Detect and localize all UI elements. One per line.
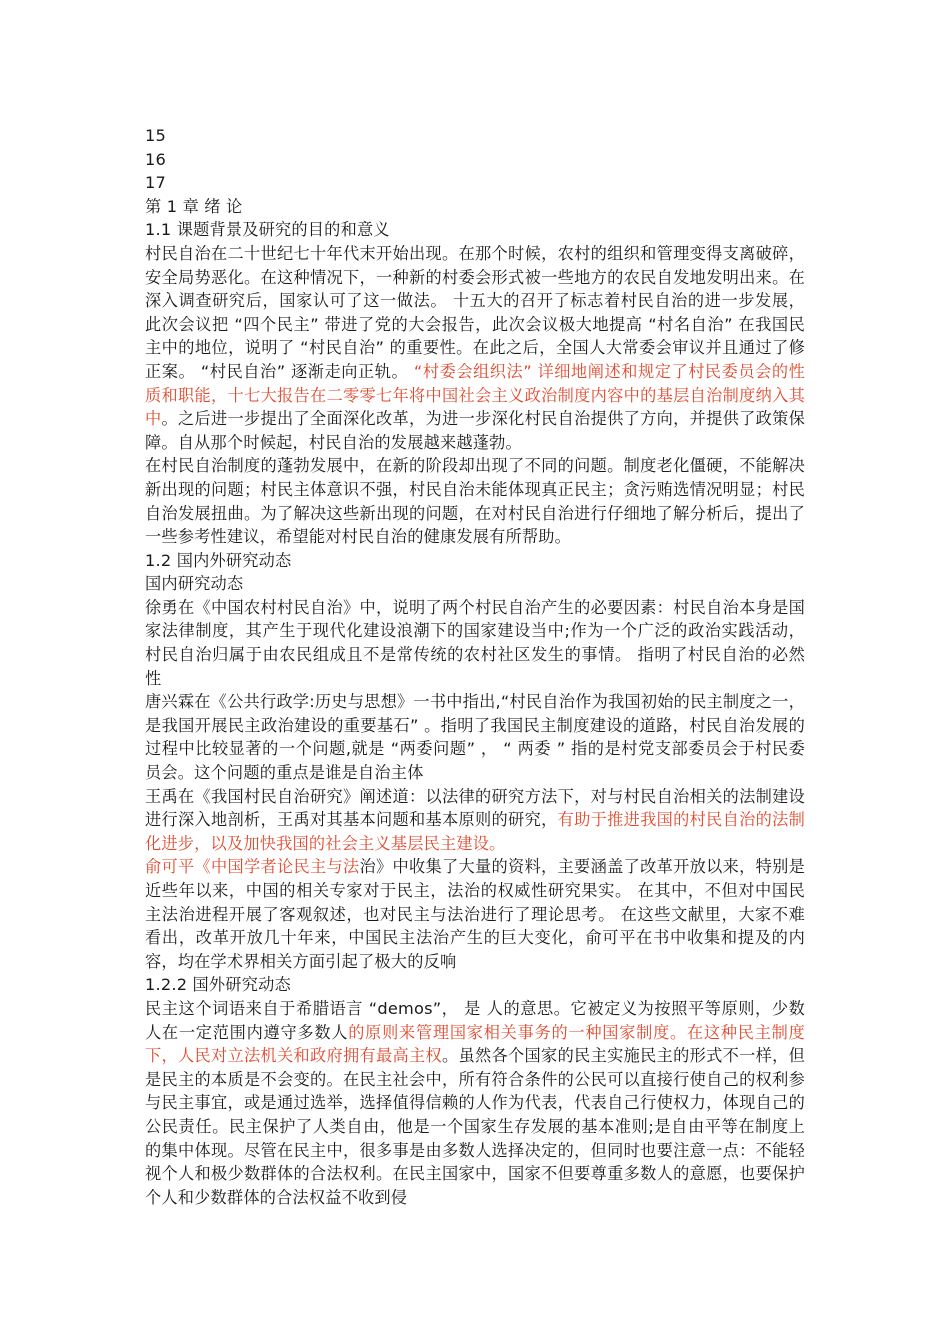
page-number-15: 15 [145,126,166,145]
paragraph-tang-xinglin: 唐兴霖在《公共行政学:历史与思想》一书中指出,“村民自治作为我国初始的民主制度之一，是我国开展民主政治建设的重要基石” 。指明了我国民主制度建设的道路，村民自治发展的过程中比较显著的一个问题,就是 “两委问题” ， “ 两委 ” 指的是村党支部委员会于村民委员会。这个问题的重点是谁是自治主体 [145,692,805,783]
document-page [145,124,805,1209]
subsection-heading-domestic: 国内研究动态 [145,574,244,594]
paragraph-wang-yu-text: 王禹在《我国村民自治研究》阐述道：以法律的研究方法下，对与村民自治相关的法制建设进行深入地剖析，王禹对其基本问题和基本原则的研究， [145,786,805,830]
highlighted-text-organic-law: “村委会组织法” 详细地阐述和规定了村民委员会的性质和职能，十七大报告在二零零七年将中国社会主义政治制度内容中的基层自治制度纳入其中 [145,361,805,429]
paragraph-problems: 在村民自治制度的蓬勃发展中，在新的阶段却出现了不同的问题。制度老化僵硬，不能解决新出现的问题；村民主体意识不强，村民自治未能体现真正民主；贪污贿选情况明显；村民自治发展扭曲。为了解决这些新出现的问题，在对村民自治进行仔细地了解分析后，提出了一些参考性建议，希望能对村民自治的健康发展有所帮助。 [145,456,805,547]
paragraph-background-text-end: 。之后进一步提出了全面深化改革，为进一步深化村民自治提供了方向，并提供了政策保障。自从那个时候起，村民自治的发展越来越蓬勃。 [145,409,806,452]
paragraph-demos-text-end: 。虽然各个国家的民主实施民主的形式不一样，但是民主的本质是不会变的。在民主社会中，所有符合条件的公民可以直接行使自己的权利参与民主事宜，或是通过选举，选择值得信赖的人作为代表，代表自己行使权力，体现自己的公民责任。民主保护了人类自由，他是一个国家生存发展的基本准则;是自由平等在制度上的集中体现。尽管在民主中，很多事是由多数人选择决定的，但同时也要注意一点：不能轻视个人和极少数群体的合法权利。在民主国家中，国家不但要尊重多数人的意愿，也要保护个人和少数群体的合法权益不收到侵 [145,1046,805,1207]
section-heading-1-2: 1.2 国内外研究动态 [145,550,292,570]
paragraph-background [145,242,805,454]
paragraph-xu-yong: 徐勇在《中国农村村民自治》中，说明了两个村民自治产生的必要因素：村民自治本身是国家法律制度，其产生于现代化建设浪潮下的国家建设当中;作为一个广泛的政治实践活动，村民自治归属于由农民组成且不是常传统的农村社区发生的事情。 指明了村民自治的必然性 [145,597,805,688]
highlighted-text-legal-progress: 有助于推进我国的村民自治的法制化进步，以及加快我国的社会主义基层民主建设。 [145,810,806,853]
paragraph-demos-text: 民主这个词语来自于希腊语言 “demos”， 是 人的意思。它被定义为按照平等原则，少数人在一定范围内遵守多数人 [145,998,805,1042]
paragraph-wang-yu [145,785,805,856]
page-number-16: 16 [145,149,166,169]
page-number-17: 17 [145,173,166,193]
section-heading-1-1: 1.1 课题背景及研究的目的和意义 [145,220,390,240]
paragraph-yu-keping [145,855,805,973]
highlighted-text-democracy-definition: 的原则来管理国家相关事务的一种国家制度。在这种民主制度下，人民对立法机关和政府拥有最高主权 [145,1022,805,1066]
paragraph-demos [145,997,805,1209]
subsection-heading-foreign: 1.2.2 国外研究动态 [145,975,291,995]
paragraph-yu-keping-text: 治》中收集了大量的资料，主要涵盖了改革开放以来，特别是近些年以来，中国的相关专家对于民主，法治的权威性研究果实。 在其中，不但对中国民主法治进程开展了客观叙述，也对民主与法治进行了理论思考。 在这些文献里，大家不难看出，改革开放几十年来，中国民主法治产生的巨大变化，俞可平在书中收集和提及的内容，均在学术界相关方面引起了极大的反响 [145,857,805,971]
highlighted-text-yu-keping: 俞可平《中国学者论民主与法 [145,857,360,877]
paragraph-background-text: 村民自治在二十世纪七十年代末开始出现。在那个时候，农村的组织和管理变得支离破碎，安全局势恶化。在这种情况下，一种新的村委会形式被一些地方的农民自发地发明出来。在深入调查研究后，国家认可了这一做法。 十五大的召开了标志着村民自治的进一步发展，此次会议把 “四个民主” 带进了党的大会报告，此次会议极大地提高 “村名自治” 在我国民主中的地位，说明了 “村民自治” 的重要性。在此之后，全国人大常委会审议并且通过了修正案。 “村民自治” 逐渐走向正轨。 [145,243,805,381]
chapter-title: 第 1 章 绪 论 [145,196,243,216]
